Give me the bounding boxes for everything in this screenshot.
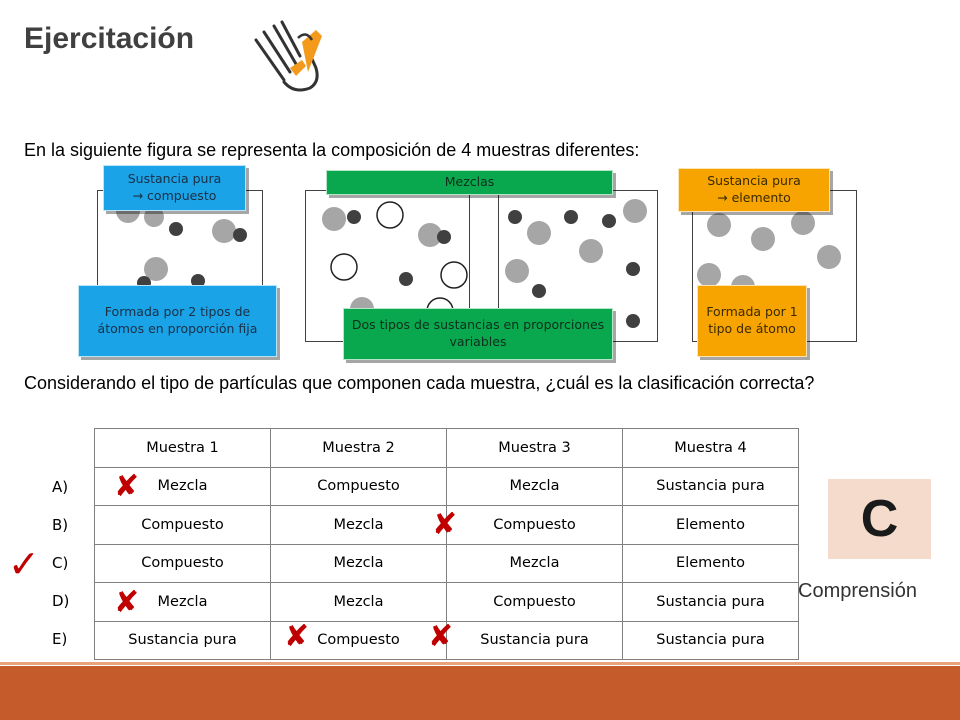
- table-row: [95, 544, 799, 583]
- table-row: [95, 467, 799, 506]
- header-cell: Muestra 2: [271, 429, 447, 468]
- table-cell: Sustancia pura: [95, 621, 271, 660]
- skill-label: Comprensión: [798, 580, 917, 602]
- table-cell: Compuesto: [271, 467, 447, 506]
- table-cell: Sustancia pura: [447, 621, 623, 660]
- table-cell: Mezcla: [271, 506, 447, 545]
- option-label-e: E): [52, 630, 68, 648]
- table-cell: Mezcla: [447, 544, 623, 583]
- page-title: Ejercitación: [24, 22, 195, 55]
- table-cell: Elemento: [623, 506, 799, 545]
- table-header-row: [95, 429, 799, 468]
- wrong-mark-icon: ✘: [284, 619, 310, 654]
- callout-compuesto: Sustancia pura → compuesto: [103, 165, 246, 211]
- table-cell: Mezcla: [271, 583, 447, 622]
- correct-answer-badge: C: [828, 479, 931, 559]
- wrong-mark-icon: ✘: [114, 469, 140, 504]
- callout-formada-un-tipo: Formada por 1 tipo de átomo: [697, 285, 807, 357]
- callout-elemento: Sustancia pura → elemento: [678, 168, 830, 212]
- table-cell: Compuesto: [95, 544, 271, 583]
- table-cell: Mezcla: [271, 544, 447, 583]
- header-cell: Muestra 1: [95, 429, 271, 468]
- header-cell: Muestra 3: [447, 429, 623, 468]
- option-label-a: A): [52, 478, 69, 496]
- question-text: Considerando el tipo de partículas que componen cada muestra, ¿cuál es la clasificación correcta?: [24, 373, 815, 393]
- table-cell: Mezcla: [95, 467, 271, 506]
- wrong-mark-icon: ✘: [432, 507, 458, 542]
- correct-check-icon: ✓: [8, 542, 40, 586]
- table-cell: Elemento: [623, 544, 799, 583]
- table-cell: Mezcla: [447, 467, 623, 506]
- wrong-mark-icon: ✘: [114, 585, 140, 620]
- table-cell: Compuesto: [95, 506, 271, 545]
- option-label-d: D): [52, 592, 70, 610]
- table-cell: Mezcla: [95, 583, 271, 622]
- hand-exclamation-icon: [250, 10, 330, 100]
- callout-formada-dos-tipos: Formada por 2 tipos de átomos en proporción fija: [78, 285, 277, 357]
- table-row: [95, 583, 799, 622]
- option-label-c: C): [52, 554, 69, 572]
- option-label-b: B): [52, 516, 69, 534]
- table-cell: Sustancia pura: [623, 583, 799, 622]
- intro-text: En la siguiente figura se representa la composición de 4 muestras diferentes:: [24, 140, 640, 160]
- footer-bar: [0, 666, 960, 720]
- callout-dos-tipos-sustancias: Dos tipos de sustancias en proporciones variables: [343, 308, 613, 360]
- wrong-mark-icon: ✘: [428, 619, 454, 654]
- header-cell: Muestra 4: [623, 429, 799, 468]
- table-cell: Sustancia pura: [623, 621, 799, 660]
- table-cell: Compuesto: [447, 583, 623, 622]
- footer-divider: [0, 662, 960, 665]
- callout-mezclas: Mezclas: [326, 170, 613, 195]
- table-cell: Sustancia pura: [623, 467, 799, 506]
- table-cell: Compuesto: [271, 621, 447, 660]
- table-cell: Compuesto: [447, 506, 623, 545]
